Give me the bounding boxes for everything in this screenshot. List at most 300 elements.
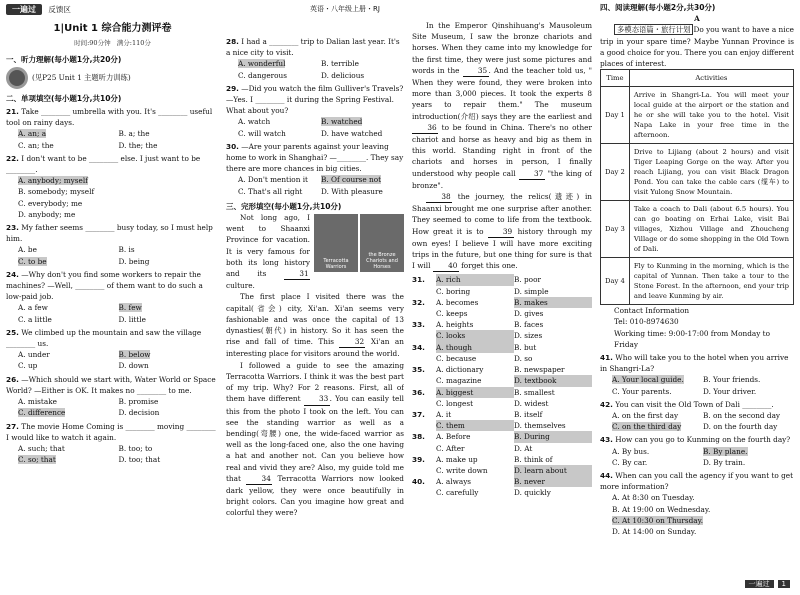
question-list-1 [6, 106, 219, 465]
option-label[interactable]: B. few [118, 303, 142, 313]
question-stem [600, 434, 794, 445]
question-item [6, 374, 219, 419]
option-label[interactable]: C. to be [18, 256, 47, 266]
option-label[interactable]: B. At 19:00 on Wednesday. [612, 504, 711, 514]
answer-option[interactable] [119, 244, 220, 255]
question-text: How can you go to Kunming on the fourth day? [615, 435, 791, 445]
spacer [412, 398, 436, 409]
option-label[interactable]: D. anybody; me [18, 209, 76, 219]
cloze-option-row [412, 465, 592, 476]
answer-option[interactable]: D. learn about [514, 465, 592, 476]
answer-option[interactable] [321, 116, 404, 127]
option-label[interactable]: B. somebody; myself [18, 187, 95, 197]
question-text: —Are your parents against your leaving home to work in Shanghai? —________. They say there are more chances in big cities. [226, 141, 404, 174]
option-label[interactable]: C. That's all right [238, 186, 303, 196]
day-cell: Day 2 [601, 144, 630, 201]
option-label[interactable]: B. Of course not [321, 175, 382, 185]
cloze-option-row [412, 297, 592, 308]
option-group [6, 443, 219, 465]
answer-option[interactable]: C. because [436, 353, 477, 363]
answer-option[interactable] [612, 515, 794, 526]
question-item [600, 470, 794, 537]
question-number: 23. [6, 223, 19, 233]
answer-option[interactable] [18, 396, 119, 407]
blank-37[interactable]: 37 [519, 168, 545, 180]
answer-option[interactable]: D. themselves [514, 421, 566, 431]
answer-option[interactable] [119, 314, 220, 325]
answer-option[interactable] [238, 128, 321, 139]
brand-tag: 一遍过 [6, 4, 42, 15]
spacer [412, 487, 436, 498]
answer-option[interactable] [119, 396, 220, 407]
cloze-option-row [412, 308, 592, 319]
option-label[interactable]: A. watch [238, 117, 271, 127]
answer-option[interactable] [612, 410, 703, 421]
spacer [412, 308, 436, 319]
answer-option[interactable]: A. rich [436, 274, 514, 285]
answer-option[interactable] [119, 256, 220, 267]
option-label[interactable]: A. anybody; myself [18, 176, 88, 186]
table-row [601, 87, 794, 144]
book-label: 英语・八年级上册・RJ [310, 5, 380, 13]
answer-option[interactable] [703, 374, 794, 385]
option-label[interactable]: D. the; the [118, 140, 158, 150]
answer-option[interactable] [703, 410, 794, 421]
question-stem [226, 83, 404, 117]
option-label[interactable]: A. an; a [18, 129, 47, 139]
option-label[interactable]: D. With pleasure [321, 186, 383, 196]
page-title: 1|Unit 1 综合能力测评卷 [53, 23, 172, 35]
answer-option[interactable] [18, 186, 219, 197]
blank-31[interactable]: 31 [284, 268, 310, 280]
option-label[interactable]: D. By train. [703, 457, 746, 467]
table-row [601, 144, 794, 201]
answer-option[interactable] [612, 526, 794, 537]
question-item [6, 153, 219, 220]
answer-option[interactable] [119, 454, 220, 465]
question-number: 39. [412, 454, 425, 464]
contact-info: Contact Information Tel: 010-8974630 Working time: 9:00-17:00 from Monday to Friday [614, 306, 770, 349]
answer-option[interactable]: B. itself [514, 409, 543, 419]
table-header-activities: Activities [629, 70, 793, 87]
cloze-option-row [412, 454, 592, 465]
option-group [6, 128, 219, 150]
photo-bronze-chariots: the Bronze Chariots and Horses [360, 214, 404, 272]
question-stem [6, 374, 219, 396]
question-number: 30. [226, 141, 239, 151]
question-item [600, 352, 794, 397]
answer-option[interactable] [321, 128, 404, 139]
answer-option[interactable]: D. so [514, 353, 533, 363]
activity-cell: Fly to Kunming in the morning, which is the capital of Yunnan. Then take a tour to the Stone Forest. In the afternoon, end your trip and leave Kunming by air. [629, 258, 793, 305]
activity-cell: Drive to Lijiang (about 2 hours) and visit Tiger Leaping Gorge on the way. After you reach Lijiang, you can visit Black Dragon Pond. You can take the cable cars (缆车) to visit Yulong Snow Mountain. [629, 144, 793, 201]
question-number: 36. [412, 387, 425, 397]
question-number: 34. [412, 342, 425, 352]
option-label[interactable]: D. down [118, 361, 149, 371]
day-cell: Day 1 [601, 87, 630, 144]
passage-paragraph-3: I followed a guide to see the amazing Terracotta Warriors. I think it was the best part of my trip. Why? For 2 reasons. First, all of them have different 33. You can easily tell this from the photo I took on the left. You can see the standing warrior as well as a bending(弯腰) one, the wide-faced warrior as well as the long-faced one, also the one having a hat and another not. Can you believe how real and vivid they are? Also, my guide told me that 34 Terracotta Warriors now looked dark yellow, they were once beautifully in bright colors. Can you imagine how great and colorful they were? [226, 360, 404, 518]
option-label[interactable]: A. be [18, 245, 37, 255]
answer-option[interactable]: D. textbook [514, 375, 592, 386]
question-item [6, 106, 219, 151]
answer-option[interactable] [18, 175, 219, 186]
answer-option[interactable]: C. them [436, 420, 514, 431]
activity-cell: Arrive in Shangri-La. You will meet your local guide at the airport or the station and he or she will take you to the hotel. Visit Napa Lake in your free time in the afternoon. [629, 87, 793, 144]
answer-option[interactable] [119, 407, 220, 418]
answer-option[interactable]: C. looks [436, 330, 514, 341]
feedback-label: 反馈区 [48, 5, 71, 14]
answer-option[interactable] [18, 407, 119, 418]
cloze-option-row [412, 476, 592, 487]
answer-option[interactable]: B. poor [514, 275, 541, 285]
question-number: 42. [600, 399, 613, 409]
option-group [600, 410, 794, 432]
option-label[interactable]: A. on the first day [612, 411, 679, 421]
table-header-time: Time [601, 70, 630, 87]
question-text: —Why don't you find some workers to repair the machines? —Well, ________ of them want to do such a low-paid job. [6, 269, 203, 302]
option-label[interactable]: B. on the second day [703, 411, 781, 421]
blank-34[interactable]: 34 [246, 473, 272, 485]
blank-32[interactable]: 32 [339, 336, 365, 348]
question-text: Take ________ umbrella with you. It's ________ useful tool on rainy days. [6, 107, 213, 128]
question-item [6, 269, 219, 325]
answer-option[interactable] [18, 244, 119, 255]
option-group [6, 244, 219, 266]
question-item [6, 421, 219, 466]
answer-option[interactable] [18, 360, 119, 371]
cloze-option-row [412, 364, 592, 375]
day-cell: Day 3 [601, 201, 630, 258]
blank-40[interactable]: 40 [433, 260, 459, 272]
question-item [226, 141, 404, 197]
option-label[interactable]: A. Your local guide. [612, 375, 684, 385]
column-3 [412, 0, 592, 595]
answer-option[interactable] [119, 140, 220, 151]
question-item [600, 434, 794, 468]
question-number: 21. [6, 107, 19, 117]
option-group [6, 302, 219, 324]
answer-option[interactable]: B. makes [514, 297, 592, 308]
option-label[interactable]: A. a few [18, 303, 48, 313]
answer-option[interactable]: D. gives [514, 309, 544, 319]
genre-tag: 多模态语篇・旅行计划 [614, 24, 693, 35]
answer-option[interactable]: C. After [436, 443, 465, 453]
answer-option[interactable] [612, 492, 794, 503]
option-label[interactable]: A. At 8:30 on Tuesday. [612, 493, 695, 503]
option-label[interactable]: B. a; the [118, 129, 150, 139]
option-label[interactable]: D. on the fourth day [703, 422, 778, 432]
question-text: We climbed up the mountain and saw the village ________ us. [6, 327, 202, 349]
answer-option[interactable] [238, 116, 321, 127]
answer-option[interactable] [321, 58, 404, 69]
question-text: My father seems ________ busy today, so I must help him. [6, 223, 213, 244]
blank-39[interactable]: 39 [488, 226, 514, 238]
question-stem [6, 153, 219, 175]
answer-option[interactable] [18, 128, 119, 139]
option-label[interactable]: A. wonderful [238, 59, 286, 69]
option-group [6, 175, 219, 220]
answer-option[interactable]: A. though [436, 342, 514, 353]
question-text: Who will take you to the hotel when you arrive in Shangri-La? [600, 353, 789, 374]
answer-option[interactable]: A. Before [436, 432, 471, 442]
section-3-title: 三、完形填空(每小题1分,共10分) [226, 201, 342, 211]
option-label[interactable]: D. Your driver. [703, 386, 757, 396]
blank-33[interactable]: 33 [304, 393, 330, 405]
answer-option[interactable] [612, 374, 703, 385]
passage-label: A [694, 14, 700, 24]
answer-option[interactable]: B. During [514, 431, 592, 442]
answer-option[interactable] [612, 504, 794, 515]
answer-option[interactable]: B. faces [514, 320, 544, 330]
option-group [226, 58, 404, 80]
page-footer: 一遍过 1 [741, 579, 790, 589]
answer-option[interactable] [119, 360, 220, 371]
option-label[interactable]: A. such; that [18, 443, 65, 453]
activity-cell: Take a coach to Dali (about 6.5 hours). You can go boating on Erhai Lake, visit Bai villages, Xizhou Village and Zhoucheng Village or do some shopping in the Old Town of Dali. [629, 201, 793, 258]
answer-option[interactable] [703, 421, 794, 432]
section-2-title: 二、单项填空(每小题1分,共10分) [6, 93, 122, 103]
cloze-option-row [412, 431, 592, 442]
question-item [6, 222, 219, 267]
option-label[interactable]: C. will watch [238, 128, 286, 138]
answer-option[interactable] [119, 128, 220, 139]
answer-option[interactable] [612, 457, 703, 468]
blank-36[interactable]: 36 [412, 122, 438, 134]
column-1 [6, 0, 219, 595]
answer-option[interactable]: C. write down [436, 465, 488, 475]
option-label[interactable]: C. a little [18, 314, 52, 324]
question-number: 43. [600, 435, 613, 445]
question-number: 41. [600, 353, 613, 363]
spacer [412, 353, 436, 364]
option-label[interactable]: A. under [18, 350, 50, 360]
question-number: 38. [412, 432, 425, 442]
answer-option[interactable] [321, 70, 404, 81]
option-label[interactable]: C. At 10:30 on Thursday. [612, 515, 704, 525]
cloze-option-row [412, 342, 592, 353]
question-text: The movie Home Coming is ________ moving ________ I would like to watch it again. [6, 421, 216, 442]
question-number: 22. [6, 153, 19, 163]
answer-option[interactable] [703, 386, 794, 397]
option-label[interactable]: A. Don't mention it [238, 175, 308, 185]
spacer [412, 330, 436, 341]
question-number: 25. [6, 327, 19, 337]
answer-option[interactable] [18, 314, 119, 325]
question-text: When can you call the agency if you want to get more information? [600, 471, 794, 492]
answer-option[interactable]: A. always [436, 477, 472, 487]
question-text: —Did you watch the film Gulliver's Travels? —Yes. I ________ it during the Spring Festival. What about you? [226, 83, 404, 116]
option-label[interactable]: B. watched [321, 117, 363, 127]
answer-option[interactable] [703, 457, 794, 468]
answer-option[interactable]: B. smallest [514, 387, 555, 397]
exam-meta: 时间:90分钟 满分:110分 [74, 39, 151, 48]
table-row [601, 258, 794, 305]
cd-icon [6, 67, 28, 89]
answer-option[interactable]: B. think of [514, 454, 553, 464]
option-label[interactable]: C. on the third day [612, 422, 682, 432]
answer-option[interactable]: D. widest [514, 398, 549, 408]
option-label[interactable]: B. below [118, 350, 151, 360]
option-label[interactable]: B. is [118, 245, 135, 255]
photo-terracotta-warriors: Terracotta Warriors [314, 214, 358, 272]
answer-option[interactable] [238, 174, 321, 185]
answer-option[interactable] [119, 443, 220, 454]
question-number: 37. [412, 409, 425, 419]
answer-option[interactable]: C. longest [436, 398, 474, 408]
question-item [6, 327, 219, 372]
cloze-option-row [412, 420, 592, 431]
spacer [412, 420, 436, 431]
answer-option[interactable] [238, 70, 321, 81]
option-label[interactable]: C. By car. [612, 457, 648, 467]
photo-pair [314, 214, 404, 272]
answer-option[interactable]: A. dictionary [436, 365, 484, 375]
question-number: 24. [6, 269, 19, 279]
answer-option[interactable] [119, 302, 220, 313]
passage-intro: 多模态语篇・旅行计划 Do you want to have a nice trip in your spare time? Maybe Yunnan Province is a good choice for you. There you can enjoy different places of interest. [600, 25, 794, 69]
question-stem [6, 222, 219, 244]
option-label[interactable]: D. being [118, 256, 150, 266]
option-group [6, 396, 219, 418]
question-item [600, 399, 794, 433]
option-label[interactable]: C. Your parents. [612, 386, 672, 396]
option-label[interactable]: C. dangerous [238, 70, 287, 80]
question-stem [600, 470, 794, 492]
column-2 [226, 0, 404, 595]
answer-option[interactable] [612, 386, 703, 397]
option-group [600, 492, 794, 537]
option-label[interactable]: B. Your friends. [703, 375, 761, 385]
answer-option[interactable] [18, 198, 219, 209]
answer-option[interactable]: B. newspaper [514, 365, 565, 375]
question-number: 28. [226, 37, 239, 46]
answer-option[interactable]: A. it [436, 409, 452, 419]
spacer [412, 286, 436, 297]
answer-option[interactable]: B. but [514, 342, 537, 352]
itinerary-table [600, 69, 794, 305]
answer-option[interactable] [18, 302, 119, 313]
question-stem [6, 421, 219, 443]
answer-option[interactable]: C. keeps [436, 309, 468, 319]
question-stem [6, 327, 219, 349]
cloze-option-row [412, 274, 592, 285]
cloze-option-row [412, 375, 592, 386]
question-list-2 [226, 36, 404, 197]
option-label[interactable]: C. so; that [18, 455, 56, 465]
cloze-option-row [412, 319, 592, 330]
option-label[interactable]: B. terrible [321, 59, 359, 69]
answer-option[interactable] [18, 256, 119, 267]
spacer [412, 375, 436, 386]
option-label[interactable]: D. have watched [321, 128, 383, 138]
cloze-option-row [412, 398, 592, 409]
answer-option[interactable] [18, 454, 119, 465]
question-text: You can visit the Old Town of Dali ________. [615, 399, 774, 409]
option-label[interactable]: B. promise [118, 397, 159, 407]
answer-option[interactable]: B. never [514, 476, 592, 487]
option-label[interactable]: D. delicious [321, 70, 365, 80]
answer-option[interactable]: C. magazine [436, 376, 482, 386]
answer-option[interactable] [119, 349, 220, 360]
answer-option[interactable]: D. simple [514, 286, 549, 296]
answer-option[interactable] [18, 443, 119, 454]
question-stem [226, 36, 404, 58]
answer-option[interactable]: A. heights [436, 320, 474, 330]
option-label[interactable]: C. everybody; me [18, 198, 83, 208]
option-label[interactable]: B. By plane. [703, 446, 748, 456]
option-label[interactable]: C. an; the [18, 140, 54, 150]
section-4-title: 四、阅读理解(每小题2分,共30分) [600, 3, 716, 12]
section-1-title: 一、听力理解(每小题1分,共20分) [6, 54, 122, 64]
answer-option[interactable]: C. carefully [436, 488, 479, 498]
option-label[interactable]: B. too; to [118, 443, 153, 453]
passage-paragraph-2: The first place I visited there was the capital(省会) city, Xi'an. Xi'an seems very fashionable and was once the capital of 13 dynasties(朝代) in history. So it has seen the rise and fall of time. This 32 Xi'an an interesting place for visitors around the world. [226, 292, 404, 359]
answer-option[interactable] [238, 58, 321, 69]
option-label[interactable]: D. too; that [118, 455, 161, 465]
answer-option[interactable] [238, 186, 321, 197]
answer-option[interactable]: D. sizes [514, 331, 543, 341]
cloze-option-row [412, 330, 592, 341]
question-stem [600, 352, 794, 374]
option-label[interactable]: A. By bus. [612, 446, 650, 456]
spacer [412, 465, 436, 476]
answer-option[interactable] [18, 349, 119, 360]
cloze-option-row [412, 353, 592, 364]
answer-option[interactable]: C. boring [436, 286, 471, 296]
question-number: 35. [412, 365, 425, 375]
question-text: —Which should we start with, Water World or Space World? —Either is OK. It makes no ________ to me. [6, 374, 216, 395]
passage-paragraph-1: Not long ago, I went to Shaanxi Province for vacation. It is very famous for both its long history and its 31 culture. [226, 213, 310, 291]
option-label[interactable]: D. At 14:00 on Sunday. [612, 527, 697, 537]
answer-option[interactable] [18, 140, 119, 151]
answer-option[interactable] [612, 446, 703, 457]
answer-option[interactable] [612, 421, 703, 432]
question-item [226, 83, 404, 139]
listening-note: (见P25 Unit 1 主题听力训练) [6, 67, 219, 89]
answer-option[interactable] [18, 209, 219, 220]
question-text: I had a ________ trip to Dalian last year. It's a nice city to visit. [226, 37, 400, 58]
cloze-option-row [412, 443, 592, 454]
answer-option[interactable]: D. quickly [514, 488, 551, 498]
option-group [600, 446, 794, 468]
question-stem [6, 269, 219, 303]
option-label[interactable]: D. little [118, 314, 146, 324]
answer-option[interactable] [703, 446, 794, 457]
blank-38[interactable]: 38 [426, 191, 452, 203]
blank-35[interactable]: 35 [463, 65, 489, 77]
answer-option[interactable] [321, 174, 404, 185]
question-number: 33. [412, 320, 425, 330]
answer-option[interactable]: D. At [514, 443, 533, 453]
answer-option[interactable]: A. make up [436, 454, 478, 464]
answer-option[interactable]: A. becomes [436, 297, 479, 307]
option-label[interactable]: C. difference [18, 408, 66, 418]
answer-option[interactable]: A. biggest [436, 387, 514, 398]
spacer [412, 443, 436, 454]
option-label[interactable]: A. mistake [18, 397, 57, 407]
header-left [6, 4, 219, 15]
option-label[interactable]: D. decision [118, 408, 160, 418]
option-label[interactable]: C. up [18, 361, 38, 371]
question-number: 29. [226, 83, 239, 93]
answer-option[interactable] [321, 186, 404, 197]
cloze-option-row [412, 487, 592, 498]
passage-paragraph-5: 38 the journey, the relics(遗迹) in Shaanxi brought me one surprise after another. They seemed to come to life from the textbook. How great it is to 39 history through my own eyes! I believe I will have more exciting trips in the future, but one thing for sure is that I will 40 forget this one. [412, 191, 592, 272]
table-row [601, 201, 794, 258]
option-group [226, 116, 404, 138]
question-stem [226, 141, 404, 175]
question-number: 40. [412, 477, 425, 487]
